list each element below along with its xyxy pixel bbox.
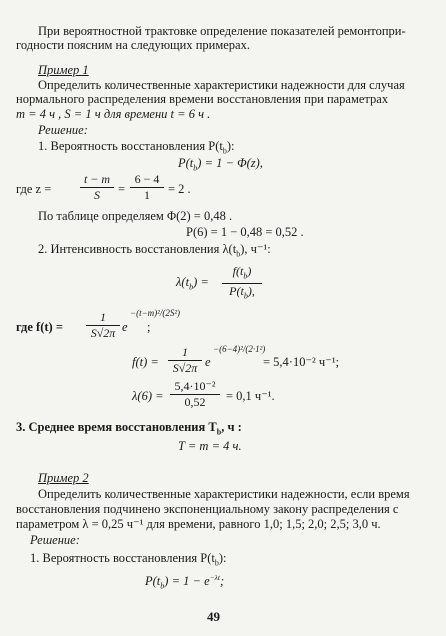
lambda6-fraction — [170, 380, 220, 409]
f-calc-fraction-num: 1 — [182, 345, 188, 359]
step-1-tail: ): — [218, 551, 227, 565]
formula-rhs: ) = 1 − e — [164, 574, 210, 589]
lambda-fraction — [222, 265, 262, 303]
example-1-solution-label: Решение: — [38, 123, 88, 137]
step-2-tail: ), ч⁻¹: — [240, 242, 271, 256]
f-prefix: где f(t) = — [16, 320, 63, 334]
f-calc-lhs: f(t) = — [132, 355, 159, 369]
step-3-text: 3. Среднее время восстановления T — [16, 420, 217, 434]
f-calc-exp-text: −(6−4)²/(2·1²) — [213, 344, 266, 354]
intro-line-2: годности поясним на следующих примерах. — [16, 38, 250, 52]
f-calc-tail: = 5,4·10⁻² ч⁻¹; — [263, 355, 340, 369]
lambda6-lhs: λ(6) = — [132, 389, 164, 403]
subscript-b: b — [189, 282, 194, 292]
z-equals: = — [118, 182, 126, 196]
subscript-b: b — [214, 558, 219, 568]
lambda-fraction-den — [222, 285, 262, 302]
f-calc-fraction — [168, 346, 202, 375]
z-fraction-1-den: S — [94, 188, 100, 202]
z-fraction-2-den: 1 — [144, 188, 150, 202]
step-2-text: 2. Интенсивность восстановления λ(t — [38, 242, 237, 256]
lambda-den-tail: ), — [247, 284, 255, 299]
lambda-num-tail: ) — [247, 264, 252, 278]
f-exp-text: −(t−m)²/(2S²) — [130, 308, 181, 318]
example-1-task-line-2: нормального распределения времени восстановления при параметрах — [16, 92, 389, 106]
example-1-step-2 — [38, 242, 271, 262]
formula-rhs: ) = 1 − Φ(z), — [197, 156, 263, 170]
z-fraction-2 — [130, 173, 164, 202]
example-2-heading: Пример 2 — [38, 471, 89, 485]
example-2-task-line-1: Определить количественные характеристики надежности, если время — [38, 487, 410, 501]
subscript-b: b — [193, 163, 198, 173]
z-fraction-1-num: t − m — [83, 172, 111, 186]
example-2-task-line-2: восстановления подчинено экспоненциальному закону распределения с — [16, 502, 399, 516]
lambda6-fraction-num: 5,4·10⁻² — [174, 379, 216, 393]
example-2-formula — [145, 571, 224, 594]
lambda6-tail: = 0,1 ч⁻¹. — [226, 389, 275, 403]
f-tail: ; — [147, 320, 151, 334]
f-calc-fraction-den: S√2π — [172, 361, 198, 375]
mean-time-formula: T = m = 4 ч. — [178, 439, 242, 453]
formula-lhs: P(t — [178, 156, 194, 170]
f-fraction-num: 1 — [100, 310, 106, 324]
z-tail: = 2 . — [168, 182, 191, 196]
subscript-b: b — [243, 291, 248, 301]
example-1-step-3 — [16, 420, 242, 440]
subscript-b: b — [236, 249, 241, 259]
step-1-text: 1. Вероятность восстановления P(t — [38, 139, 223, 153]
example-2-solution-label: Решение: — [30, 533, 80, 547]
recovery-probability-formula — [178, 156, 263, 176]
intro-line-1: При вероятностной трактовке определение показателей ремонтопри- — [38, 24, 406, 38]
page-number: 49 — [207, 609, 220, 624]
z-fraction-2-num: 6 − 4 — [134, 172, 160, 186]
example-1-heading: Пример 1 — [38, 63, 89, 77]
example-1-params: m = 4 ч , S = 1 ч для времени t = 6 ч . — [16, 107, 211, 121]
lambda-num-text: f(t — [232, 264, 244, 278]
formula-exponent: −λt — [209, 573, 221, 582]
lambda-lhs-text: λ(t — [176, 275, 190, 289]
example-2-task-line-3: параметром λ = 0,25 ч⁻¹ для времени, равного 1,0; 1,5; 2,0; 2,5; 3,0 ч. — [16, 517, 381, 531]
formula-lhs: P(t — [145, 574, 161, 589]
table-lookup-text: По таблице определяем Φ(2) = 0,48 . — [38, 209, 233, 223]
f-calc-exp-symbol: e — [205, 355, 211, 369]
p6-result: P(6) = 1 − 0,48 = 0,52 . — [186, 225, 304, 239]
lambda-lhs-tail: ) = — [193, 275, 209, 289]
lambda-lhs — [176, 275, 209, 295]
step-3-tail: , ч : — [221, 420, 242, 434]
f-fraction-den: S√2π — [90, 326, 116, 340]
example-2-step-1 — [30, 551, 227, 571]
subscript-b: b — [160, 581, 165, 591]
formula-end: ; — [220, 574, 225, 589]
subscript-b: b — [243, 271, 248, 281]
z-prefix: где z = — [16, 182, 52, 196]
f-fraction — [86, 311, 120, 340]
example-1-task-line-1: Определить количественные характеристики надежности для случая — [38, 78, 405, 92]
z-fraction-1 — [80, 173, 114, 202]
lambda6-fraction-den: 0,52 — [184, 395, 206, 409]
subscript-b: b — [222, 146, 227, 156]
lambda-fraction-num — [222, 265, 262, 282]
lambda-den-text: P(t — [229, 284, 244, 299]
step-1-tail: ): — [226, 139, 235, 153]
subscript-b: b — [216, 427, 222, 437]
f-exp-symbol: e — [122, 320, 128, 334]
step-1-text: 1. Вероятность восстановления P(t — [30, 551, 215, 565]
